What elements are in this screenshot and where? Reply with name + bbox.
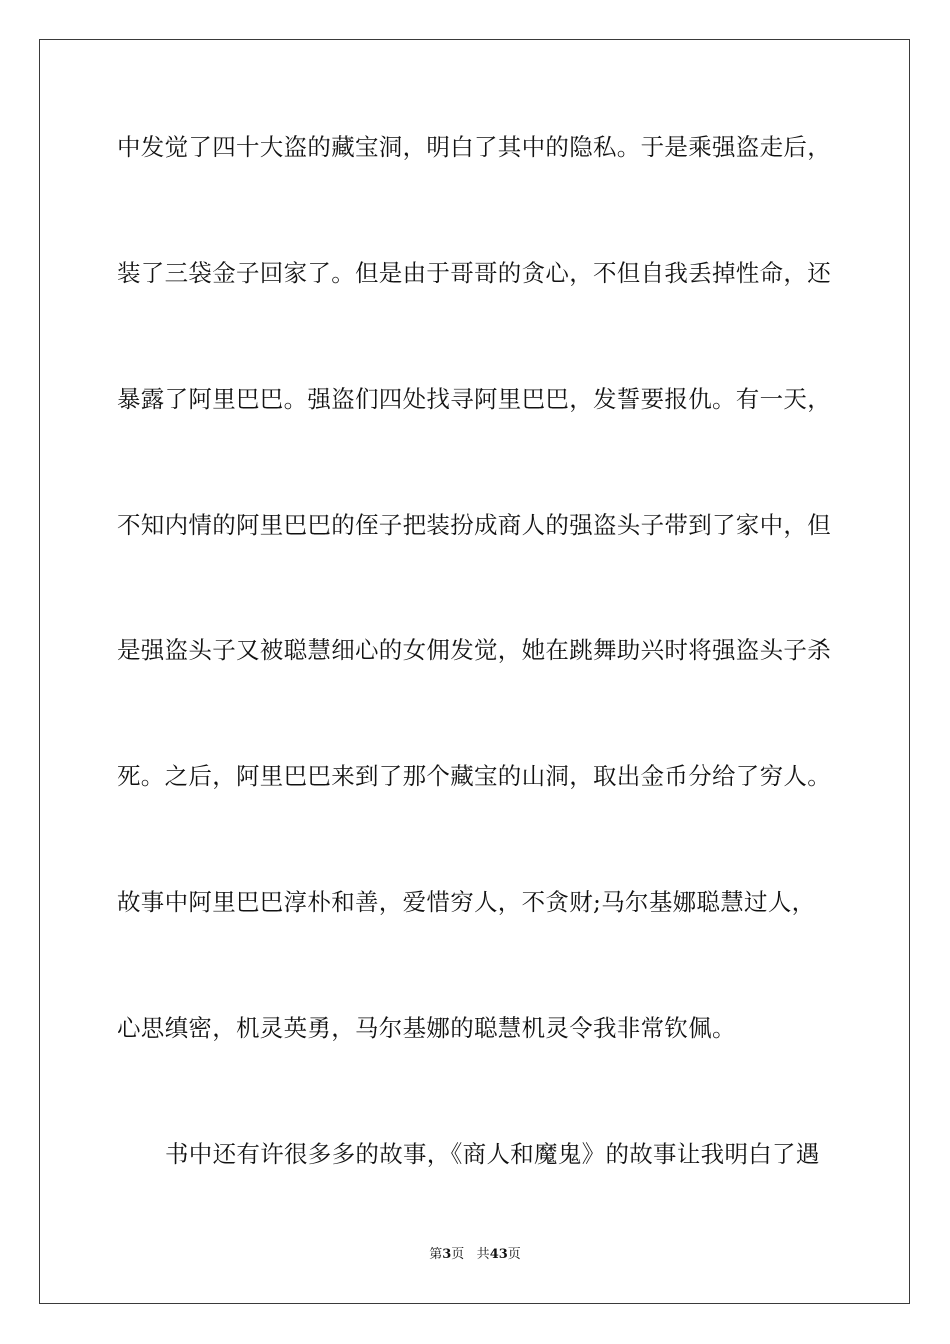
body-text-line: 死。之后，阿里巴巴来到了那个藏宝的山洞，取出金币分给了穷人。 <box>117 762 831 790</box>
page-border <box>39 39 910 1304</box>
body-text-line: 心思缜密，机灵英勇，马尔基娜的聪慧机灵令我非常钦佩。 <box>117 1014 736 1042</box>
body-text-line: 中发觉了四十大盗的藏宝洞，明白了其中的隐私。于是乘强盗走后， <box>117 133 831 161</box>
body-text-line: 不知内情的阿里巴巴的侄子把装扮成商人的强盗头子带到了家中，但 <box>117 511 831 539</box>
total-label-suffix: 页 <box>507 1247 521 1262</box>
total-label-prefix: 共 <box>476 1247 490 1262</box>
body-text-line: 装了三袋金子回家了。但是由于哥哥的贪心，不但自我丢掉性命，还 <box>117 259 831 287</box>
page-footer <box>0 1246 950 1264</box>
body-text-line: 是强盗头子又被聪慧细心的女佣发觉，她在跳舞助兴时将强盗头子杀 <box>117 636 831 664</box>
page-label-prefix: 第 <box>429 1247 443 1262</box>
page-label-suffix: 页 <box>451 1247 465 1262</box>
body-text-line: 暴露了阿里巴巴。强盗们四处找寻阿里巴巴，发誓要报仇。有一天， <box>117 385 831 413</box>
body-text-line: 故事中阿里巴巴淳朴和善，爱惜穷人，不贪财;马尔基娜聪慧过人， <box>117 888 816 916</box>
total-pages: 43 <box>489 1247 508 1262</box>
body-text-line-indented: 书中还有许很多多的故事，《商人和魔鬼》的故事让我明白了遇 <box>165 1140 820 1168</box>
page-number: 3 <box>442 1247 452 1262</box>
